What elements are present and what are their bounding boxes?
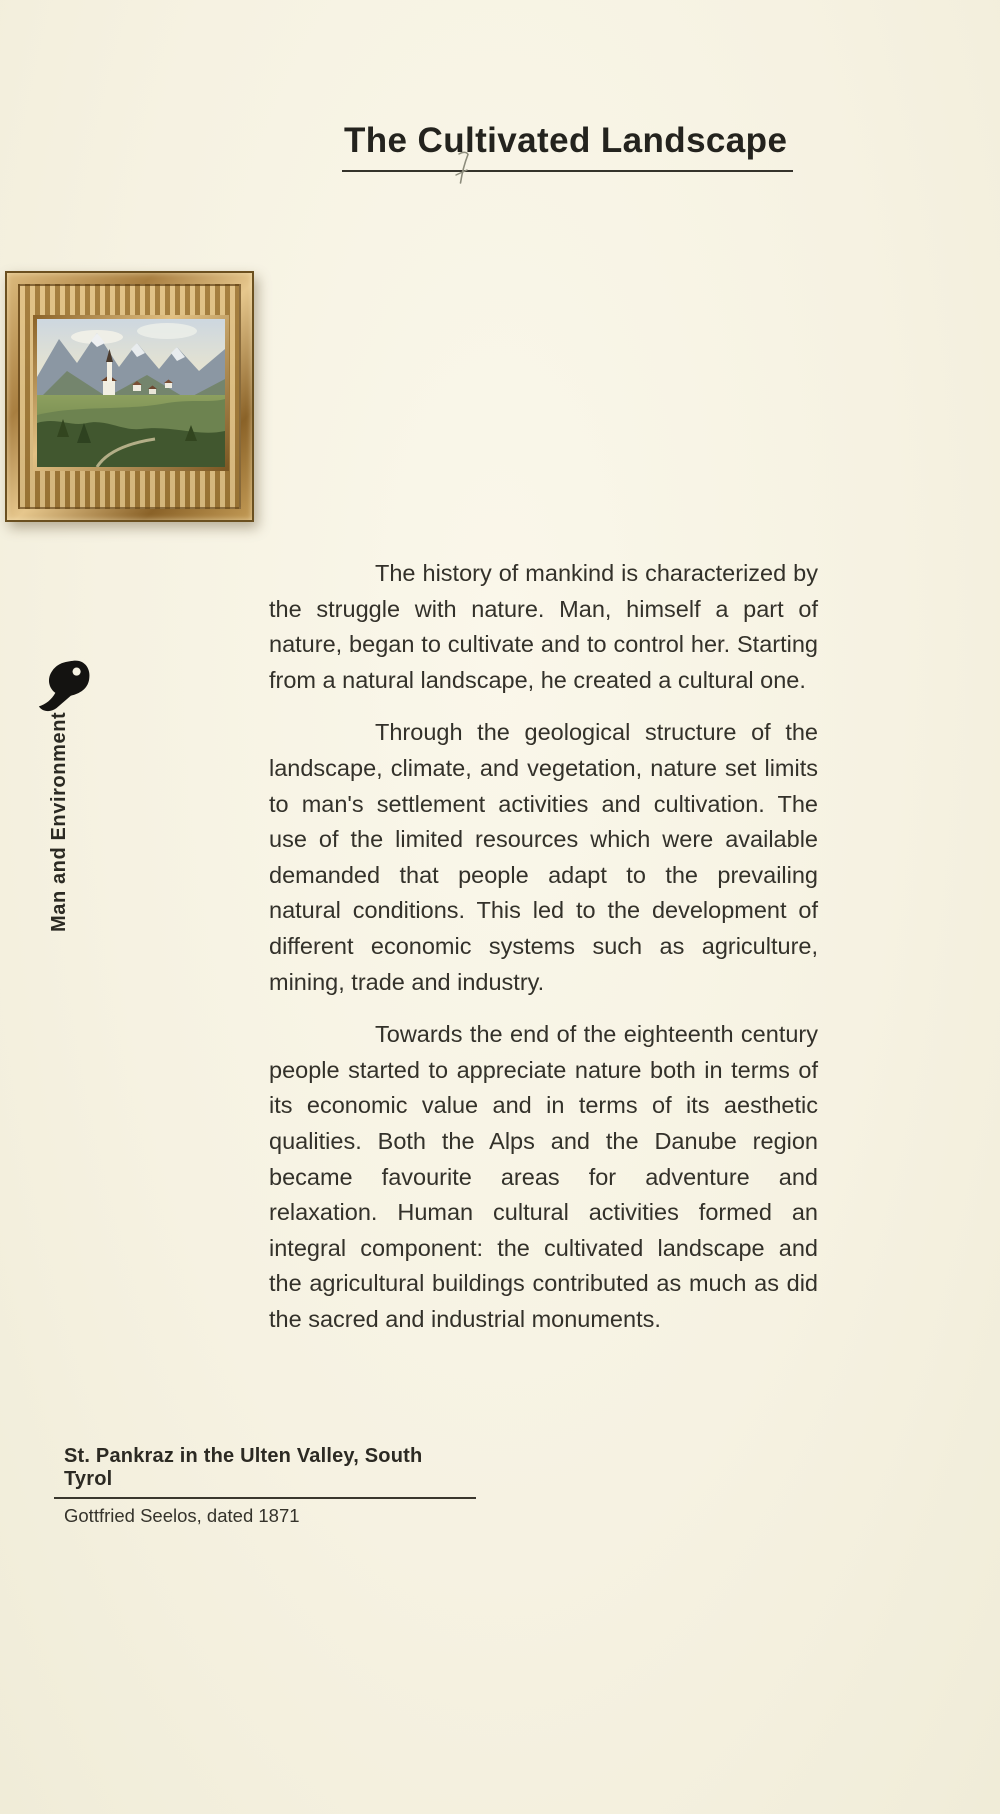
painting-caption — [54, 1445, 476, 1527]
body-text — [269, 556, 818, 1354]
body-paragraph-1: The history of mankind is characterized by the struggle with nature. Man, himself a part of nature, began to cultivate and to control her. Starting from a natural landscape, he created a cultural one. — [269, 560, 818, 693]
body-paragraph-2: Through the geological structure of the landscape, climate, and vegetation, nature set limits to man's settlement activities and cultivation. The use of the limited resources which were available demanded that people adapt to the prevailing natural conditions. This led to the development of different economic systems such as agriculture, mining, trade and industry. — [269, 719, 818, 995]
man-and-environment-icon — [36, 656, 94, 720]
pen-mark-icon — [452, 150, 474, 194]
caption-title: St. Pankraz in the Ulten Valley, South Tyrol — [54, 1445, 476, 1499]
section-label-vertical: Man and Environment — [48, 711, 70, 932]
caption-credit: Gottfried Seelos, dated 1871 — [64, 1505, 300, 1526]
painting-frame — [5, 271, 254, 522]
body-paragraph-3: Towards the end of the eighteenth century people started to appreciate nature both in terms of its economic value and in terms of its aesthetic qualities. Both the Alps and the Danube region became favourite areas for adventure and relaxation. Human cultural activities formed an integral component: the cultivated landscape and the agricultural buildings contributed as much as did the sacred and industrial monuments. — [269, 1021, 818, 1332]
page-title: The Cultivated Landscape — [342, 121, 793, 172]
landscape-painting — [37, 319, 225, 467]
